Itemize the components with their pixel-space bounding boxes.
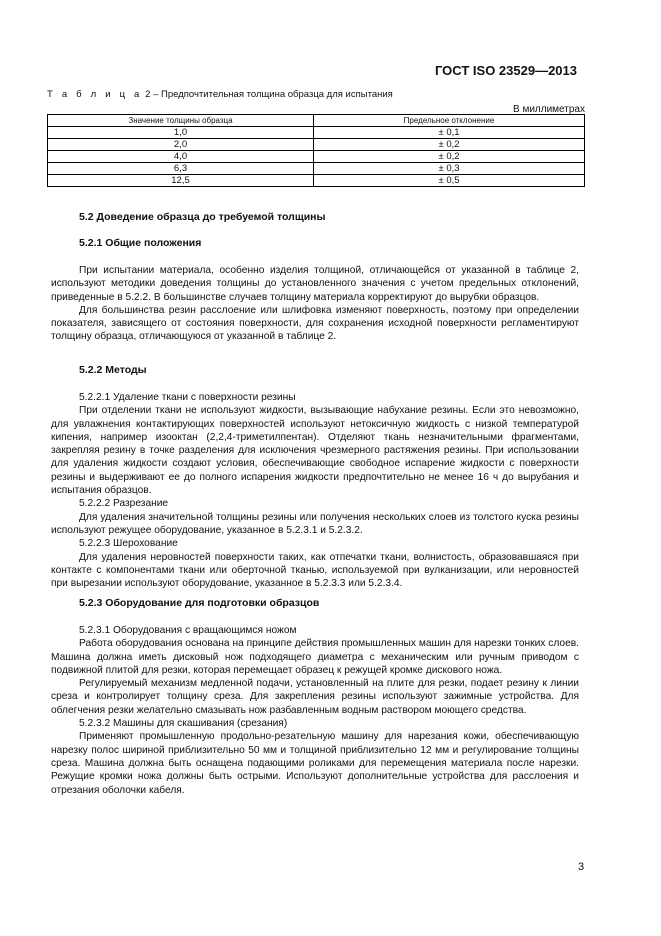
section-heading: 5.2.1 Общие положения: [79, 237, 202, 249]
table-caption-number: 2: [142, 89, 151, 100]
column-header-thickness: Значение толщины образца: [48, 115, 314, 127]
subsection-title: 5.2.2.1 Удаление ткани с поверхности резины: [79, 392, 296, 403]
cell-thickness: 2,0: [48, 139, 314, 151]
subsection-title: 5.2.2.3 Шерохование: [79, 538, 178, 550]
cell-tolerance: ± 0,3: [314, 163, 585, 175]
column-header-tolerance: Предельное отклонение: [314, 115, 585, 127]
section-5-2-1: [51, 237, 579, 250]
paragraph: Для удаления неровностей поверхности таких, как отпечатки ткани, волнистость, образовавшаяся при контакте с компонентами ткани или оберточной тканью, используемой при вулканизации, или неровностей при вырезании используют оборудование, указанное в 5.2.3.3 или 5.2.3.4.: [51, 551, 579, 590]
subsection-title: 5.2.3.1 Оборудования с вращающимся ножом: [79, 625, 297, 636]
section-heading: 5.2.2 Методы: [79, 364, 147, 376]
section-5-2-2: [51, 364, 579, 377]
paragraph: Для удаления значительной толщины резины или получения нескольких слоев из толстого куска резины используют режущее оборудование, указанное в 5.2.3.1 и 5.2.3.2.: [51, 511, 579, 536]
section-5-2-3: [51, 597, 579, 610]
section-heading: 5.2 Доведение образца до требуемой толщины: [79, 211, 326, 223]
section-5-2-1-body: [51, 264, 579, 344]
cell-thickness: 1,0: [48, 127, 314, 139]
cell-tolerance: ± 0,2: [314, 151, 585, 163]
cell-thickness: 12,5: [48, 175, 314, 187]
table-row: [48, 151, 585, 163]
cell-tolerance: ± 0,1: [314, 127, 585, 139]
table-caption-label: Т а б л и ц а: [47, 89, 143, 100]
section-heading: 5.2.3 Оборудование для подготовки образцов: [79, 597, 320, 609]
cell-thickness: 6,3: [48, 163, 314, 175]
section-5-2-2-body: [51, 391, 579, 590]
paragraph: Применяют промышленную продольно-резательную машину для нарезания кожи, обеспечивающую нарезку полос шириной приблизительно 50 мм и толщиной приблизительно 12 мм и регулирование толщины среза. Машина должна быть оснащена подающими роликами для перемещения материала после нарезки. Режущие кромки ножа должны быть острыми. Используют дополнительные устройства для расслоения и отрезания оболочки кабеля.: [51, 731, 579, 796]
subsection-title: 5.2.3.2 Машины для скашивания (срезания): [79, 718, 288, 730]
table-caption: [47, 89, 393, 100]
table-header-row: [48, 115, 585, 127]
paragraph: Регулируемый механизм медленной подачи, установленный на плите для резки, подает резину к линии среза и контролирует толщину среза. Для закрепления резины используют зажимные устройства. Для облегчения резки желательно смазывать нож разбавленным водным раствором моющего средства.: [51, 678, 579, 716]
paragraph: При испытании материала, особенно изделия толщиной, отличающейся от указанной в таблице 2, используют методики доведения толщины до установленного значения с учетом предельных отклонений, приведенные в 5.2.2. В большинстве случаев толщину материала корректируют до вырубки образцов.: [51, 265, 579, 303]
table-row: [48, 175, 585, 187]
cell-tolerance: ± 0,2: [314, 139, 585, 151]
table-caption-text: – Предпочтительная толщина образца для испытания: [150, 89, 393, 100]
standard-designation: ГОСТ ISO 23529—2013: [434, 63, 577, 78]
section-5-2-3-body: [51, 624, 579, 797]
table-units: В миллиметрах: [513, 104, 585, 115]
subsection-title: 5.2.2.2 Разрезание: [79, 498, 169, 510]
thickness-table: [47, 114, 585, 187]
table-row: [48, 127, 585, 139]
cell-tolerance: ± 0,5: [314, 175, 585, 187]
paragraph: При отделении ткани не используют жидкости, вызывающие набухание резины. Если это невозможно, для увлажнения контактирующих поверхностей используют нетоксичную жидкость с низкой температурой кипения, например изооктан (2,2,4-триметилпентан). Отделяют ткань незначительными фрагментами, закрепляя резину в точке разделения для исключения чрезмерного растяжения резины. При использовании для удаления жидкости создают условия, обеспечивающие свободное испарение жидкости с поверхности резины и выдерживают ее до полного испарения жидкости предпочтительно не менее 16 ч до вырубания и испытания образцов.: [51, 405, 579, 497]
paragraph: Работа оборудования основана на принципе действия промышленных машин для нарезки тонких слоев. Машина должна иметь дисковый нож подходящего диаметра с механическим или ручным приводом с подвижной плитой для резки, которая перемещает образец к режущей кромке дискового ножа.: [51, 638, 579, 676]
paragraph: Для большинства резин расслоение или шлифовка изменяют поверхность, поэтому при определении показателя, зависящего от состояния поверхности, для сохранения исходной поверхности регламентируют толщину образца, отличающуюся от указанной в таблице 2.: [51, 304, 579, 343]
page-number: 3: [578, 861, 585, 873]
table-row: [48, 139, 585, 151]
section-5-2-heading: [51, 211, 579, 224]
table-row: [48, 163, 585, 175]
cell-thickness: 4,0: [48, 151, 314, 163]
